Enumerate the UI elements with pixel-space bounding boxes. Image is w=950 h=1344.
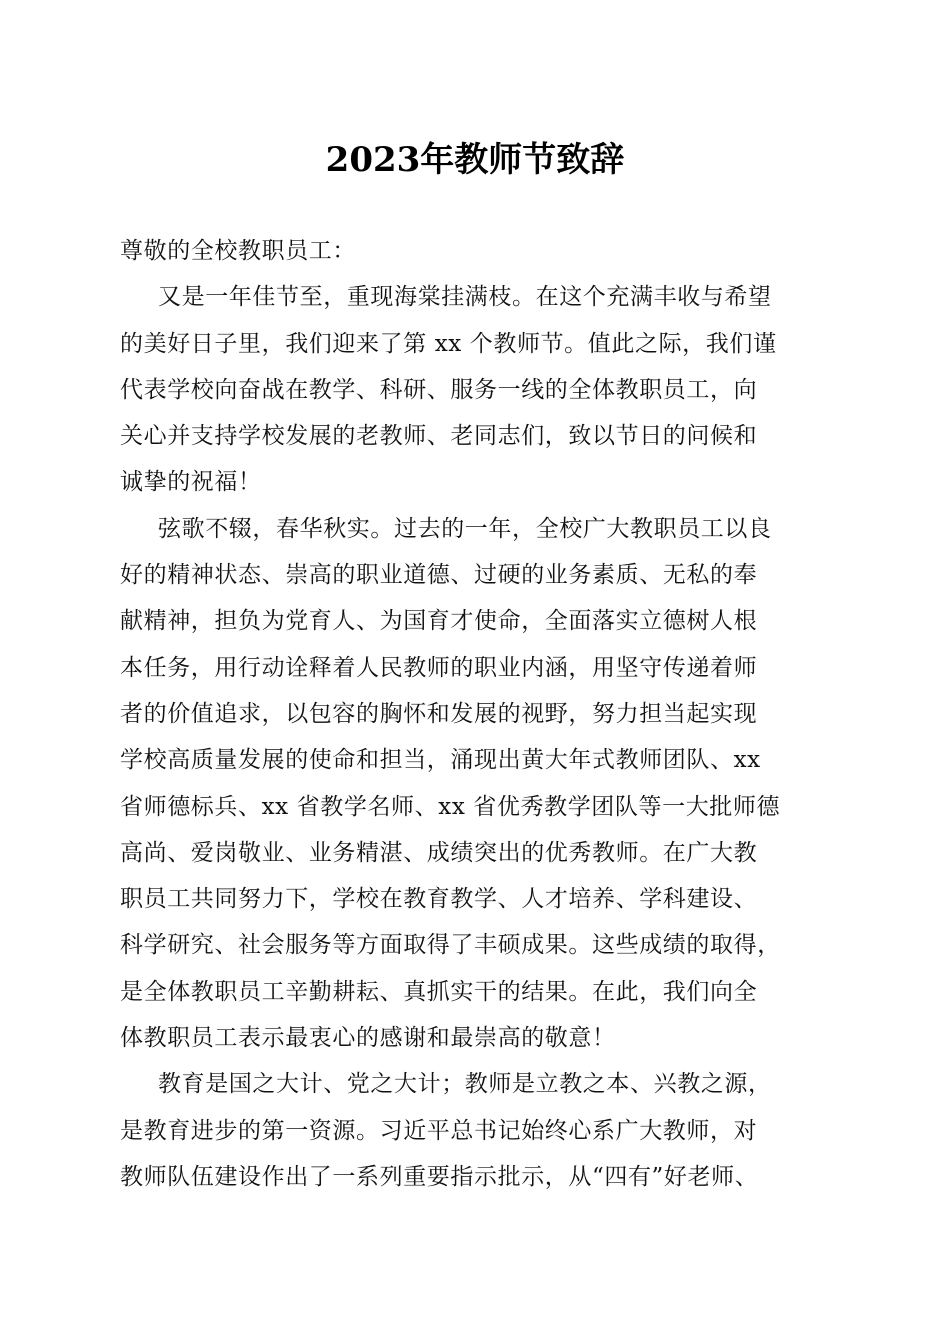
text-line: 教师队伍建设作出了一系列重要指示批示，从“四有”好老师、	[120, 1163, 759, 1190]
text-line: 本任务，用行动诠释着人民教师的职业内涵，用坚守传递着师	[120, 654, 758, 681]
text-line: 高尚、爱岗敬业、业务精湛、成绩突出的优秀教师。在广大教	[120, 839, 758, 866]
text-line: 学校高质量发展的使命和担当，涌现出黄大年式教师团队、xx	[120, 747, 761, 774]
text-line: 是教育进步的第一资源。习近平总书记始终心系广大教师，对	[120, 1117, 758, 1144]
document-body	[120, 228, 840, 1200]
text-line: 尊敬的全校教职员工：	[120, 238, 356, 264]
text-line: 教育是国之大计、党之大计；教师是立教之本、兴教之源，	[158, 1071, 772, 1098]
text-line: 省师德标兵、xx 省教学名师、xx 省优秀教学团队等一大批师德	[120, 793, 781, 820]
text-line: 又是一年佳节至，重现海棠挂满枝。在这个充满丰收与希望	[158, 284, 772, 311]
text-line: 关心并支持学校发展的老教师、老同志们，致以节日的问候和	[120, 423, 758, 450]
text-line: 职员工共同努力下，学校在教育教学、人才培养、学科建设、	[120, 886, 758, 913]
text-line: 代表学校向奋战在教学、科研、服务一线的全体教职员工，向	[120, 376, 758, 403]
text-line: 献精神，担负为党育人、为国育才使命，全面落实立德树人根	[120, 608, 758, 635]
text-line: 的美好日子里，我们迎来了第 xx 个教师节。值此之际，我们谨	[120, 330, 777, 357]
text-line: 是全体教职员工辛勤耕耘、真抓实干的结果。在此，我们向全	[120, 978, 758, 1005]
text-line: 科学研究、社会服务等方面取得了丰硕成果。这些成绩的取得，	[120, 932, 781, 959]
document-title: 2023年教师节致辞	[325, 140, 625, 180]
text-line: 好的精神状态、崇高的职业道德、过硬的业务素质、无私的奉	[120, 562, 758, 589]
text-line: 诚挚的祝福！	[120, 469, 262, 496]
text-line: 体教职员工表示最衷心的感谢和最崇高的敬意！	[120, 1025, 616, 1052]
text-line: 者的价值追求，以包容的胸怀和发展的视野，努力担当起实现	[120, 700, 758, 727]
text-line: 弦歌不辍，春华秋实。过去的一年，全校广大教职员工以良	[158, 515, 772, 542]
